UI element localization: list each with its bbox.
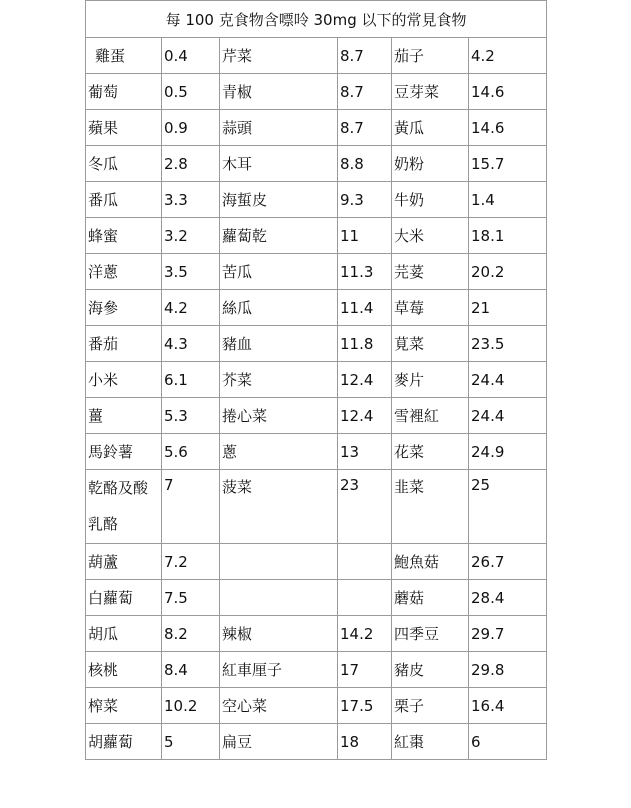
- food-name-cell: 大米: [392, 218, 469, 254]
- purine-value-cell: 18.1: [469, 218, 547, 254]
- food-name-cell: 豬皮: [392, 652, 469, 688]
- food-name-cell: 榨菜: [86, 688, 162, 724]
- purine-value-cell: 8.2: [162, 616, 220, 652]
- table-row: [86, 290, 547, 326]
- purine-food-table: [85, 0, 547, 760]
- purine-value-cell: 0.4: [162, 38, 220, 74]
- food-name-cell: 雪裡紅: [392, 398, 469, 434]
- purine-value-cell: 8.7: [338, 74, 392, 110]
- food-name-cell: 茄子: [392, 38, 469, 74]
- food-name-cell: 芥菜: [220, 362, 338, 398]
- purine-value-cell: 14.6: [469, 110, 547, 146]
- food-name-cell: 黃瓜: [392, 110, 469, 146]
- food-name-cell: 馬鈴薯: [86, 434, 162, 470]
- purine-value-cell: 29.8: [469, 652, 547, 688]
- food-name-cell: 空心菜: [220, 688, 338, 724]
- food-name-cell: 冬瓜: [86, 146, 162, 182]
- food-name-cell: 木耳: [220, 146, 338, 182]
- purine-value-cell: 2.8: [162, 146, 220, 182]
- table-row: [86, 218, 547, 254]
- table-row: [86, 74, 547, 110]
- purine-value-cell: 24.9: [469, 434, 547, 470]
- purine-value-cell: 5.6: [162, 434, 220, 470]
- purine-value-cell: 3.3: [162, 182, 220, 218]
- table-title-row: [86, 1, 547, 38]
- purine-value-cell: 28.4: [469, 580, 547, 616]
- purine-value-cell: 11.8: [338, 326, 392, 362]
- purine-value-cell: 15.7: [469, 146, 547, 182]
- food-name-cell: 辣椒: [220, 616, 338, 652]
- table-row: [86, 434, 547, 470]
- food-name-cell: 牛奶: [392, 182, 469, 218]
- food-name-cell: 薑: [86, 398, 162, 434]
- table-row: [86, 652, 547, 688]
- purine-value-cell: 29.7: [469, 616, 547, 652]
- food-name-cell: 青椒: [220, 74, 338, 110]
- purine-value-cell: 3.5: [162, 254, 220, 290]
- food-name-cell: [220, 580, 338, 616]
- purine-value-cell: 21: [469, 290, 547, 326]
- purine-value-cell: 18: [338, 724, 392, 760]
- purine-value-cell: 7: [162, 470, 220, 544]
- food-name-cell: 芫荽: [392, 254, 469, 290]
- food-name-cell: 蒜頭: [220, 110, 338, 146]
- purine-value-cell: 11: [338, 218, 392, 254]
- purine-value-cell: 23.5: [469, 326, 547, 362]
- food-name-cell: 洋蔥: [86, 254, 162, 290]
- purine-value-cell: 24.4: [469, 398, 547, 434]
- purine-value-cell: 20.2: [469, 254, 547, 290]
- food-name-cell: 苦瓜: [220, 254, 338, 290]
- food-name-cell: 韭菜: [392, 470, 469, 544]
- purine-value-cell: 7.2: [162, 544, 220, 580]
- food-name-cell: 扁豆: [220, 724, 338, 760]
- food-name-cell: 花菜: [392, 434, 469, 470]
- food-name-cell: 蔥: [220, 434, 338, 470]
- table-row: [86, 616, 547, 652]
- purine-value-cell: 8.4: [162, 652, 220, 688]
- table-title: 每 100 克食物含嘌呤 30mg 以下的常見食物: [86, 1, 547, 38]
- table-row: [86, 580, 547, 616]
- food-name-cell: 葫蘆: [86, 544, 162, 580]
- food-name-cell: 蘑菇: [392, 580, 469, 616]
- purine-value-cell: 14.6: [469, 74, 547, 110]
- food-name-cell: 小米: [86, 362, 162, 398]
- food-name-cell: 奶粉: [392, 146, 469, 182]
- purine-value-cell: 4.3: [162, 326, 220, 362]
- purine-value-cell: 26.7: [469, 544, 547, 580]
- purine-value-cell: [338, 580, 392, 616]
- table-row: [86, 326, 547, 362]
- table-row: [86, 110, 547, 146]
- table-row: [86, 724, 547, 760]
- purine-value-cell: 11.4: [338, 290, 392, 326]
- food-name-cell: 豆芽菜: [392, 74, 469, 110]
- purine-value-cell: 12.4: [338, 398, 392, 434]
- purine-value-cell: 17.5: [338, 688, 392, 724]
- purine-value-cell: 3.2: [162, 218, 220, 254]
- table-row: [86, 146, 547, 182]
- purine-value-cell: 11.3: [338, 254, 392, 290]
- food-name-cell: 蘿蔔乾: [220, 218, 338, 254]
- purine-value-cell: 17: [338, 652, 392, 688]
- purine-value-cell: 5: [162, 724, 220, 760]
- food-name-cell: 核桃: [86, 652, 162, 688]
- purine-food-table-container: [85, 0, 546, 760]
- food-name-cell: 四季豆: [392, 616, 469, 652]
- food-name-cell: 蜂蜜: [86, 218, 162, 254]
- food-name-cell: 乾酪及酸乳酪: [86, 470, 162, 544]
- table-row: [86, 38, 547, 74]
- purine-value-cell: 14.2: [338, 616, 392, 652]
- food-name-cell: 紅棗: [392, 724, 469, 760]
- table-row: [86, 688, 547, 724]
- food-name-cell: 海參: [86, 290, 162, 326]
- food-name-cell: [220, 544, 338, 580]
- purine-value-cell: 24.4: [469, 362, 547, 398]
- table-row: [86, 254, 547, 290]
- table-row: [86, 182, 547, 218]
- purine-value-cell: 6.1: [162, 362, 220, 398]
- food-name-cell: 番瓜: [86, 182, 162, 218]
- purine-value-cell: 8.7: [338, 38, 392, 74]
- purine-value-cell: 12.4: [338, 362, 392, 398]
- food-name-cell: 豬血: [220, 326, 338, 362]
- purine-value-cell: 9.3: [338, 182, 392, 218]
- table-row: [86, 470, 547, 544]
- food-name-cell: 白蘿蔔: [86, 580, 162, 616]
- purine-value-cell: 8.8: [338, 146, 392, 182]
- table-body: [86, 38, 547, 760]
- purine-value-cell: 13: [338, 434, 392, 470]
- food-name-cell: 菠菜: [220, 470, 338, 544]
- purine-value-cell: 23: [338, 470, 392, 544]
- food-name-cell: 胡蘿蔔: [86, 724, 162, 760]
- food-name-cell: 紅車厘子: [220, 652, 338, 688]
- food-name-cell: 胡瓜: [86, 616, 162, 652]
- purine-value-cell: 4.2: [469, 38, 547, 74]
- table-row: [86, 398, 547, 434]
- purine-value-cell: 25: [469, 470, 547, 544]
- purine-value-cell: 16.4: [469, 688, 547, 724]
- food-name-cell: 海蜇皮: [220, 182, 338, 218]
- purine-value-cell: 0.5: [162, 74, 220, 110]
- food-name-cell: 絲瓜: [220, 290, 338, 326]
- food-name-cell: 草莓: [392, 290, 469, 326]
- food-name-cell: 葡萄: [86, 74, 162, 110]
- purine-value-cell: 7.5: [162, 580, 220, 616]
- food-name-cell: 捲心菜: [220, 398, 338, 434]
- purine-value-cell: [338, 544, 392, 580]
- food-name-cell: 麥片: [392, 362, 469, 398]
- purine-value-cell: 10.2: [162, 688, 220, 724]
- food-name-cell: 莧菜: [392, 326, 469, 362]
- purine-value-cell: 0.9: [162, 110, 220, 146]
- table-row: [86, 544, 547, 580]
- purine-value-cell: 1.4: [469, 182, 547, 218]
- food-name-cell: 芹菜: [220, 38, 338, 74]
- table-row: [86, 362, 547, 398]
- food-name-cell: 栗子: [392, 688, 469, 724]
- food-name-cell: 鮑魚菇: [392, 544, 469, 580]
- purine-value-cell: 8.7: [338, 110, 392, 146]
- purine-value-cell: 5.3: [162, 398, 220, 434]
- food-name-cell: 雞蛋: [86, 38, 162, 74]
- food-name-cell: 番茄: [86, 326, 162, 362]
- purine-value-cell: 6: [469, 724, 547, 760]
- food-name-cell: 蘋果: [86, 110, 162, 146]
- purine-value-cell: 4.2: [162, 290, 220, 326]
